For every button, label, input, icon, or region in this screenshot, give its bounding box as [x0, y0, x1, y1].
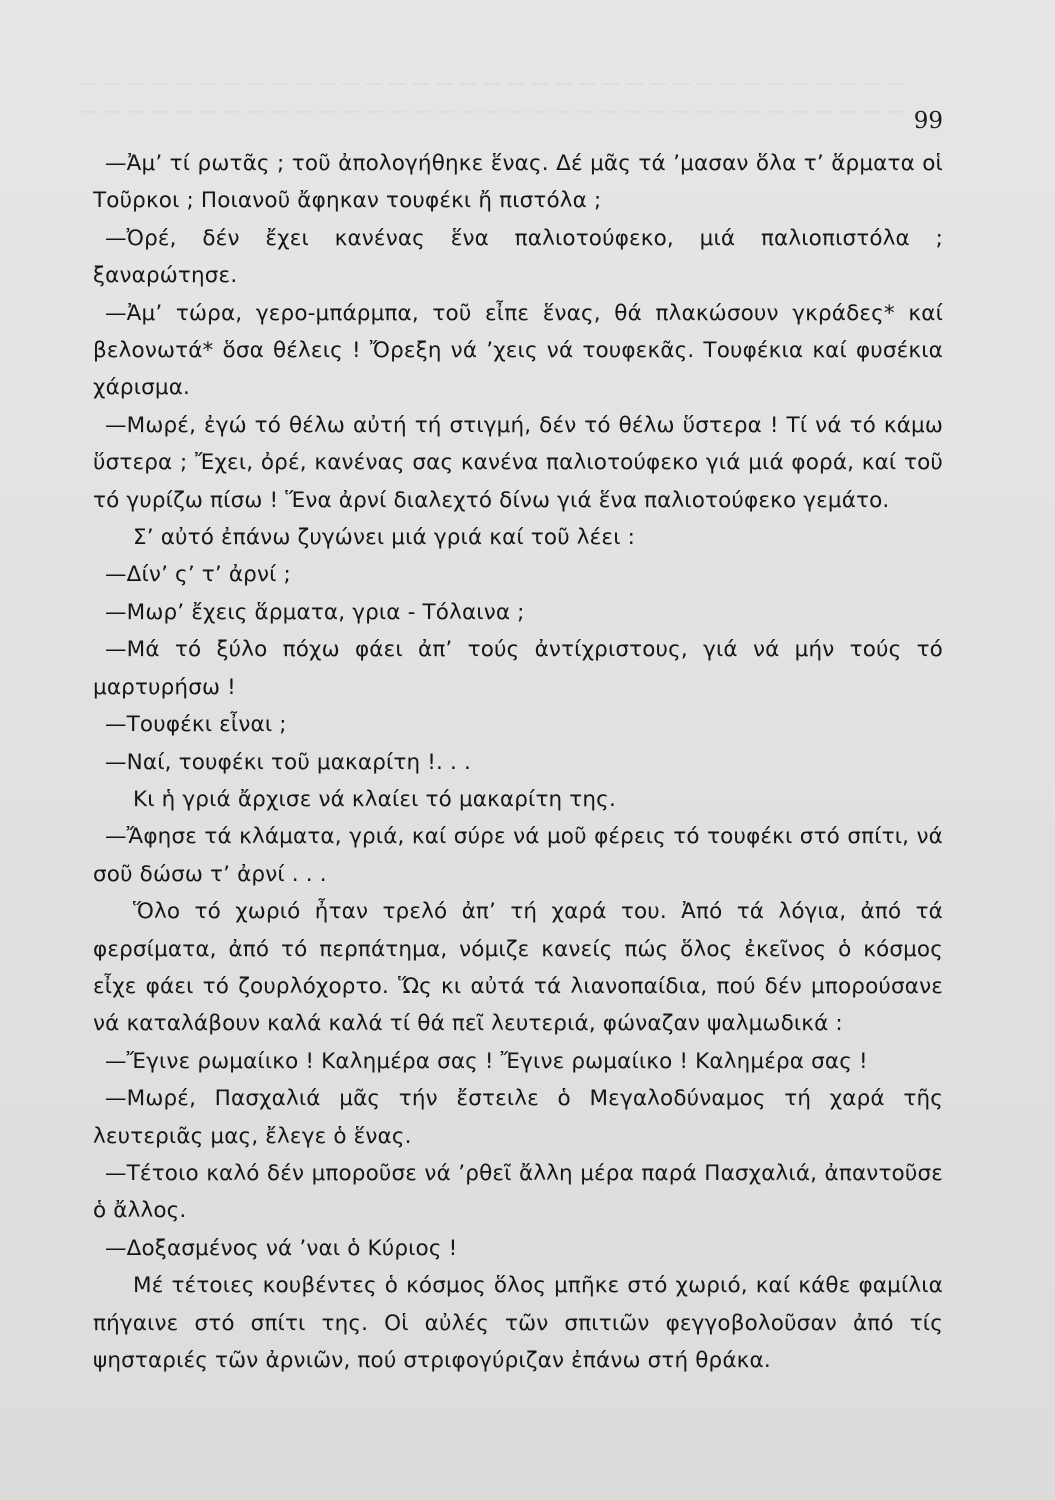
paragraph: —Τέτοιο καλό δέν μποροῦσε νά ’ρθεῖ ἄλλη μέρα παρά Πασχαλιά, ἀπαντοῦσε ὁ ἄλλος. — [93, 1160, 943, 1224]
paragraph: —Ἄφησε τά κλάματα, γριά, καί σύρε νά μοῦ φέρεις τό τουφέκι στό σπίτι, νά σοῦ δώσω τ’ ἀρνί . . . — [93, 824, 943, 887]
paragraph: —Μωρέ, Πασχαλιά μᾶς τήν ἔστειλε ὁ Μεγαλοδύναμος τή χαρά τῆς λευτεριᾶς μας, ἔλεγε ὁ ἕνας. — [93, 1086, 943, 1149]
body-text — [93, 145, 943, 1379]
paragraph: —Ἀμ’ τώρα, γερο-μπάρμπα, τοῦ εἶπε ἕνας, θά πλακώσουν γκράδες* καί βελονωτά* ὅσα θέλεις ! Ὄρεξη νά ’χεις νά τουφεκᾶς. Τουφέκια καί φυσέκια χάρισμα. — [93, 300, 943, 401]
paragraph: —Ἀμ’ τί ρωτᾶς ; τοῦ ἀπολογήθηκε ἕνας. Δέ μᾶς τά ’μασαν ὅλα τ’ ἅρματα οἱ Τοῦρκοι ; Ποιανοῦ ἄφηκαν τουφέκι ἤ πιστόλα ; — [93, 151, 943, 214]
paragraph: —Ναί, τουφέκι τοῦ μακαρίτη !. . . — [105, 749, 471, 775]
paragraph: —Μωρέ, ἐγώ τό θέλω αὐτή τή στιγμή, δέν τό θέλω ὕστερα ! Τί νά τό κάμω ὕστερα ; Ἔχει, ὀρέ, κανένας σας κανένα παλιοτούφεκο γιά μιά φορά, καί τοῦ τό γυρίζω πίσω ! Ἕνα ἀρνί διαλεχτό δίνω γιά ἕνα παλιοτούφεκο γεμάτο. — [93, 412, 943, 513]
paragraph: —Μά τό ξύλο πόχω φάει ἀπ’ τούς ἀντίχριστους, γιά νά μήν τούς τό μαρτυρήσω ! — [93, 637, 943, 700]
paragraph: Μέ τέτοιες κουβέντες ὁ κόσμος ὅλος μπῆκε στό χωριό, καί κάθε φαμίλια πήγαινε στό σπίτι της. Οἱ αὐλές τῶν σπιτιῶν φεγγοβολοῦσαν ἀπό τίς ψησταριές τῶν ἀρνιῶν, πού στριφογύριζαν ἐπάνω στή θράκα. — [93, 1273, 943, 1373]
paragraph: —Δίν’ ς’ τ’ ἀρνί ; — [105, 562, 291, 588]
paragraph: Ὅλο τό χωριό ἦταν τρελό ἀπ’ τή χαρά του. Ἀπό τά λόγια, ἀπό τά φερσίματα, ἀπό τό περπάτημα, νόμιζε κανείς πώς ὅλος ἐκεῖνος ὁ κόσμος εἶχε φάει τό ζουρλόχορτο. Ὥς κι αὐτά τά λιανοπαίδια, πού δέν μπορούσανε νά καταλάβουν καλά καλά τί θά πεῖ λευτεριά, φώναζαν ψαλμωδικά : — [93, 899, 943, 1037]
paragraph: —Μωρ’ ἔχεις ἅρματα, γρια - Τόλαινα ; — [105, 599, 525, 625]
paragraph: —Τουφέκι εἶναι ; — [105, 712, 287, 738]
page-number: 99 — [913, 108, 943, 134]
paragraph: —Δοξασμένος νά ’ναι ὁ Κύριος ! — [105, 1235, 458, 1261]
paragraph: —Ὀρέ, δέν ἔχει κανένας ἕνα παλιοτούφεκο, μιά παλιοπιστόλα ; ξαναρώτησε. — [93, 225, 943, 289]
paragraph: —Ἔγινε ρωμαίικο ! Καλημέρα σας ! Ἔγινε ρωμαίικο ! Καλημέρα σας ! — [105, 1048, 868, 1074]
paragraph: Κι ἡ γριά ἄρχισε νά κλαίει τό μακαρίτη της. — [133, 786, 616, 812]
bleed-through-texture: — — — — — — — — — — — — — — — — — — — — — — — — — — — — — — — — — — — — — — — — — — — — — — — — — — — — — — — — — — — — — — — — — — — — — — — [80, 73, 905, 122]
paragraph: Σ’ αὐτό ἐπάνω ζυγώνει μιά γριά καί τοῦ λέει : — [133, 525, 635, 551]
